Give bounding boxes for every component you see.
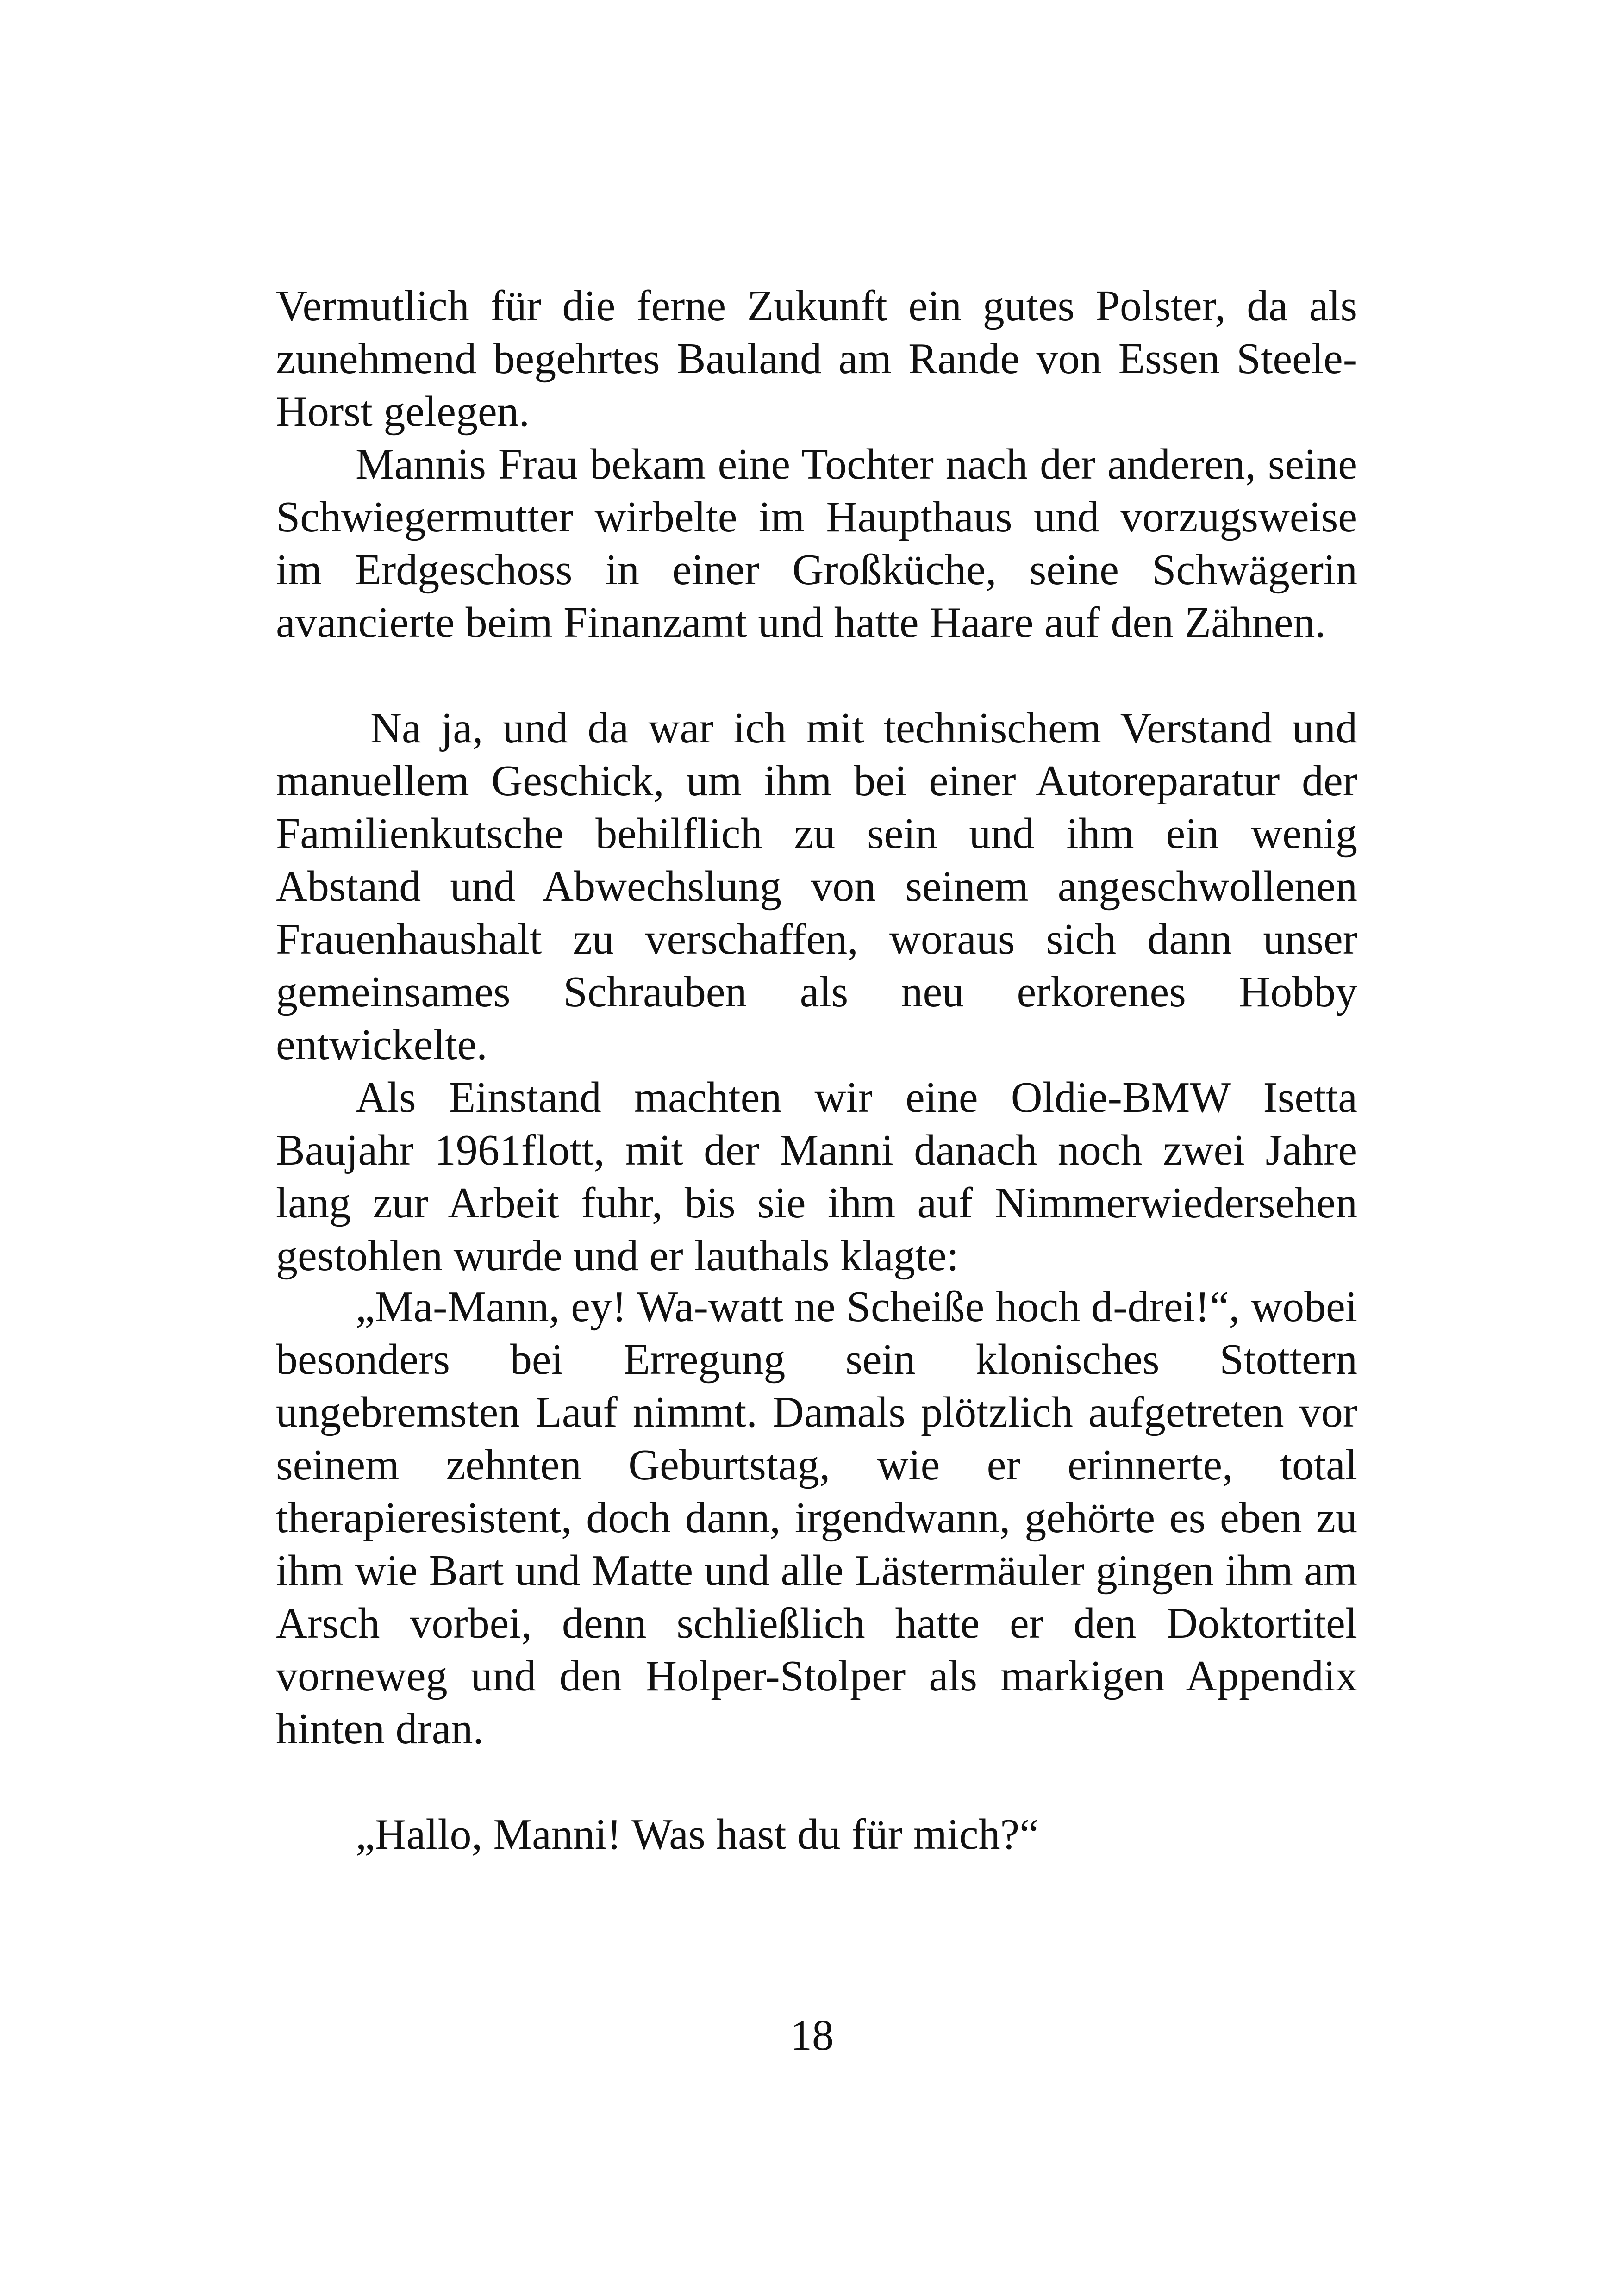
paragraph-5-quote: „Ma-Mann, ey! Wa-watt ne Scheiße hoch d-drei!“, wobei besonders bei Erregung sein klonisches Stottern ungebremsten Lauf nimmt. Damals plötzlich aufgetreten vor seinem zehnten Geburtstag, wie er erinnerte, total therapieresistent, doch dann, irgendwann, gehörte es eben zu ihm wie Bart und Matte und alle Lästermäuler gingen ihm am Arsch vorbei, denn schließlich hatte er den Doktortitel vorneweg und den Holper-Stolper als markigen Appendix hinten dran. bbox=[276, 1283, 1357, 1753]
paragraph-2: Mannis Frau bekam eine Tochter nach der anderen, seine Schwiegermutter wirbelte im Haupthaus und vorzugsweise im Erdgeschoss in einer Großküche, seine Schwägerin avancierte beim Finanzamt und hatte Haare auf den Zähnen. bbox=[276, 440, 1357, 647]
paragraph-1: Vermutlich für die ferne Zukunft ein gutes Polster, da als zunehmend begehrtes Bauland am Rande von Essen Steele-Horst gelegen. bbox=[276, 282, 1357, 436]
paragraph-4: Als Einstand machten wir eine Oldie-BMW Isetta Baujahr 1961flott, mit der Manni danach noch zwei Jahre lang zur Arbeit fuhr, bis sie ihm auf Nimmerwiedersehen gestohlen wurde und er lauthals klagte: bbox=[276, 1073, 1357, 1280]
paragraph-6-quote: „Hallo, Manni! Was hast du für mich?“ bbox=[356, 1810, 1039, 1858]
paragraph-3: Na ja, und da war ich mit technischem Verstand und manuellem Geschick, um ihm bei einer Autoreparatur der Familienkutsche behilflich zu sein und ihm ein wenig Abstand und Abwechslung von seinem angeschwollenen Frauenhaushalt zu verschaffen, woraus sich dann unser gemeinsames Schrauben als neu erkorenes Hobby entwickelte. bbox=[276, 704, 1357, 1069]
page-number: 18 bbox=[790, 2011, 834, 2059]
